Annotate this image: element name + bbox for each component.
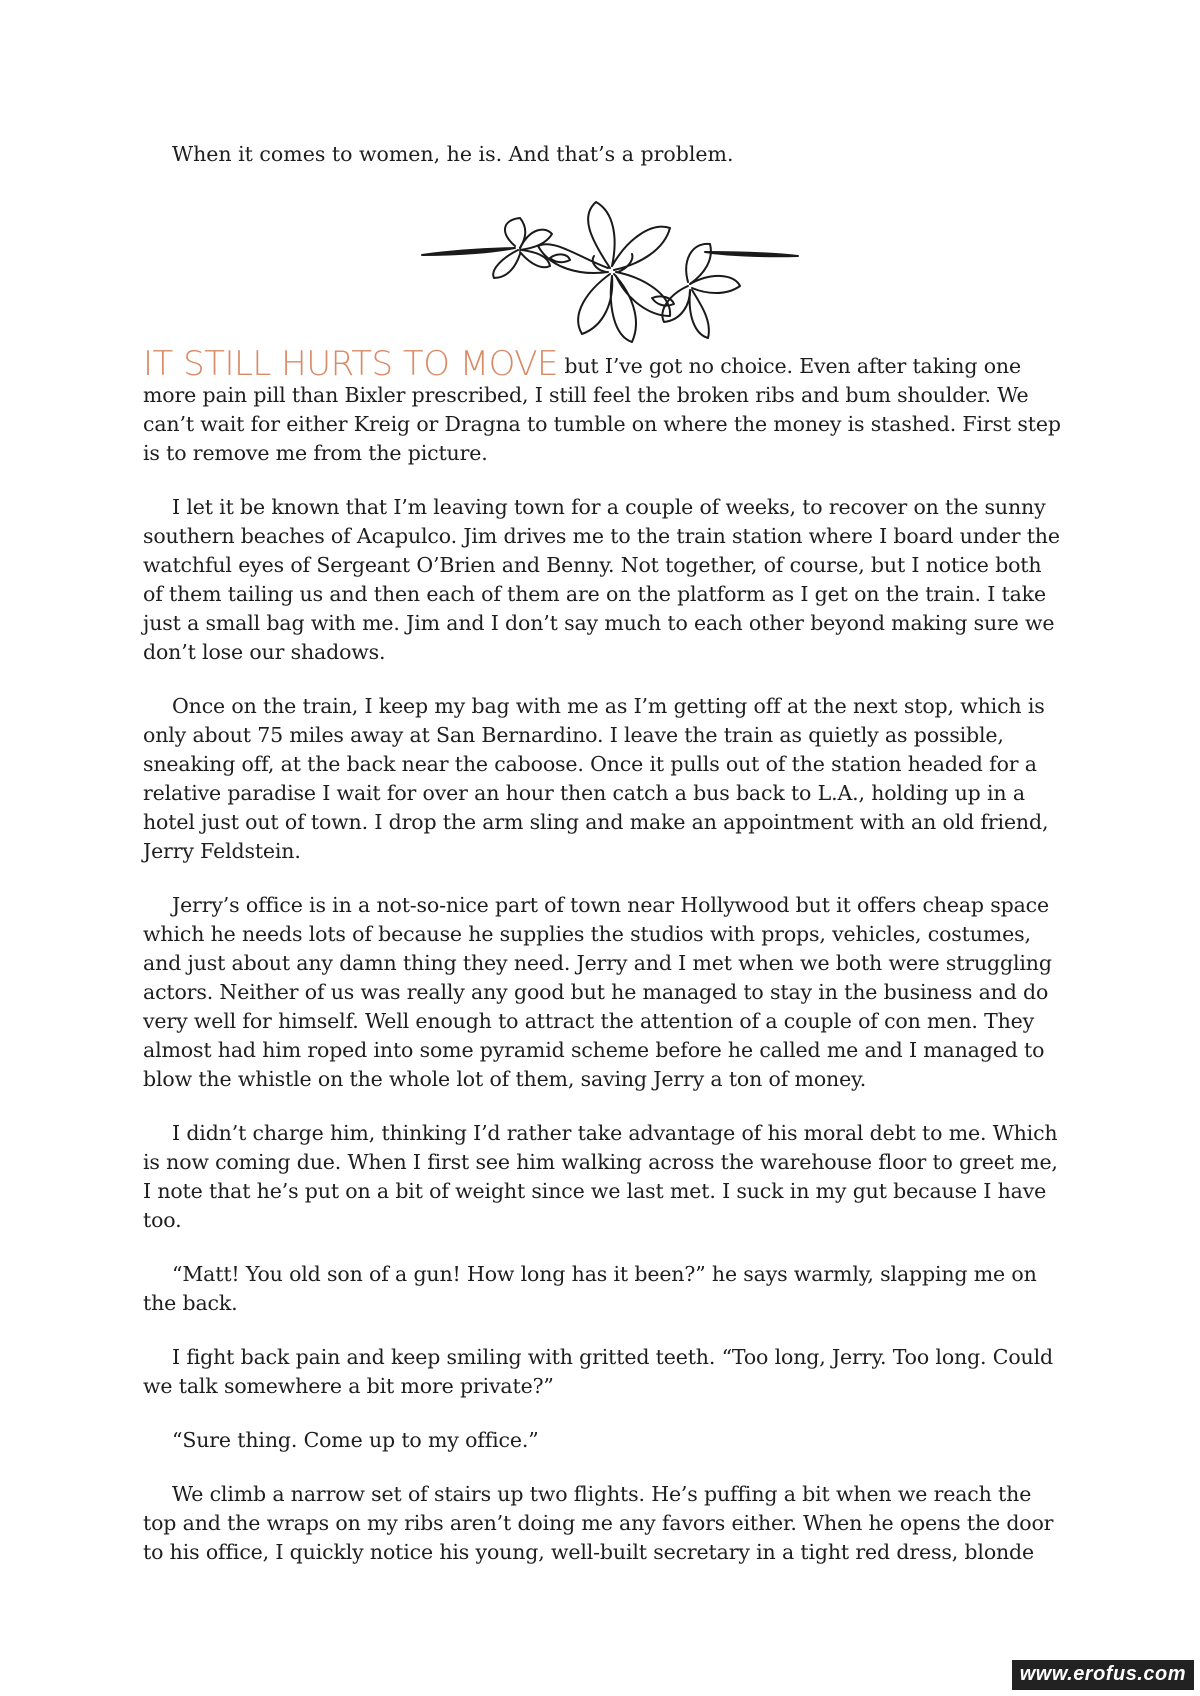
paragraph: Once on the train, I keep my bag with me as I’m getting off at the next stop, which is only about 75 miles away at San Bernardino. I leave the train as quietly as possible, sneaking off, at the back near the caboose. Once it pulls out of the station headed for a relative paradise I wait for over an hour then catch a bus back to L.A., holding up in a hotel just out of town. I drop the arm sling and make an appointment with an old friend, Jerry Feldstein. [143,694,1049,863]
paragraph: “Matt! You old son of a gun! How long has it been?” he says warmly, slapping me on the back. [143,1262,1037,1315]
paragraph: We climb a narrow set of stairs up two flights. He’s puffing a bit when we reach the top and the wraps on my ribs aren’t doing me any favors either. When he opens the door to his office, I quickly notice his young, well-built secretary in a tight red dress, blonde [143,1482,1054,1564]
opening-line: When it comes to women, he is. And that’s a problem. [172,142,734,166]
section-heading: IT STILL HURTS TO MOVE [143,344,559,384]
paragraph: “Sure thing. Come up to my office.” [172,1428,539,1452]
watermark: www.erofus.com [1012,1660,1194,1690]
paragraph: I didn’t charge him, thinking I’d rather take advantage of his moral debt to me. Which is now coming due. When I first see him walking across the warehouse floor to greet me, I note that he’s put on a bit of weight since we last met. I suck in my gut because I have too. [143,1121,1058,1232]
paragraph: I fight back pain and keep smiling with gritted teeth. “Too long, Jerry. Too long. Could we talk somewhere a bit more private?” [143,1345,1053,1398]
paragraph-text: but I’ve got no choice. Even after taking one more pain pill than Bixler prescribed, I still feel the broken ribs and bum shoulder. We can’t wait for either Kreig or Dragna to tumble on where the money is stashed. First step is to remove me from the picture. [143,354,1061,465]
paragraph: Jerry’s office is in a not-so-nice part of town near Hollywood but it offers cheap space which he needs lots of because he supplies the studios with props, vehicles, costumes, and just about any damn thing they need. Jerry and I met when we both were struggling actors. Neither of us was really any good but he managed to stay in the business and do very well for himself. Well enough to attract the attention of a couple of con men. They almost had him roped into some pyramid scheme before he called me and I managed to blow the whistle on the whole lot of them, saving Jerry a ton of money. [143,893,1052,1091]
lily-flower-divider-icon [420,198,800,348]
paragraph: I let it be known that I’m leaving town for a couple of weeks, to recover on the sunny southern beaches of Acapulco. Jim drives me to the train station where I board under the watchful eyes of Sergeant O’Brien and Benny. Not together, of course, but I notice both of them tailing us and then each of them are on the platform as I get on the train. I take just a small bag with me. Jim and I don’t say much to each other beyond making sure we don’t lose our shadows. [143,495,1060,664]
paragraph [143,344,1063,468]
body-text [143,344,1063,1592]
